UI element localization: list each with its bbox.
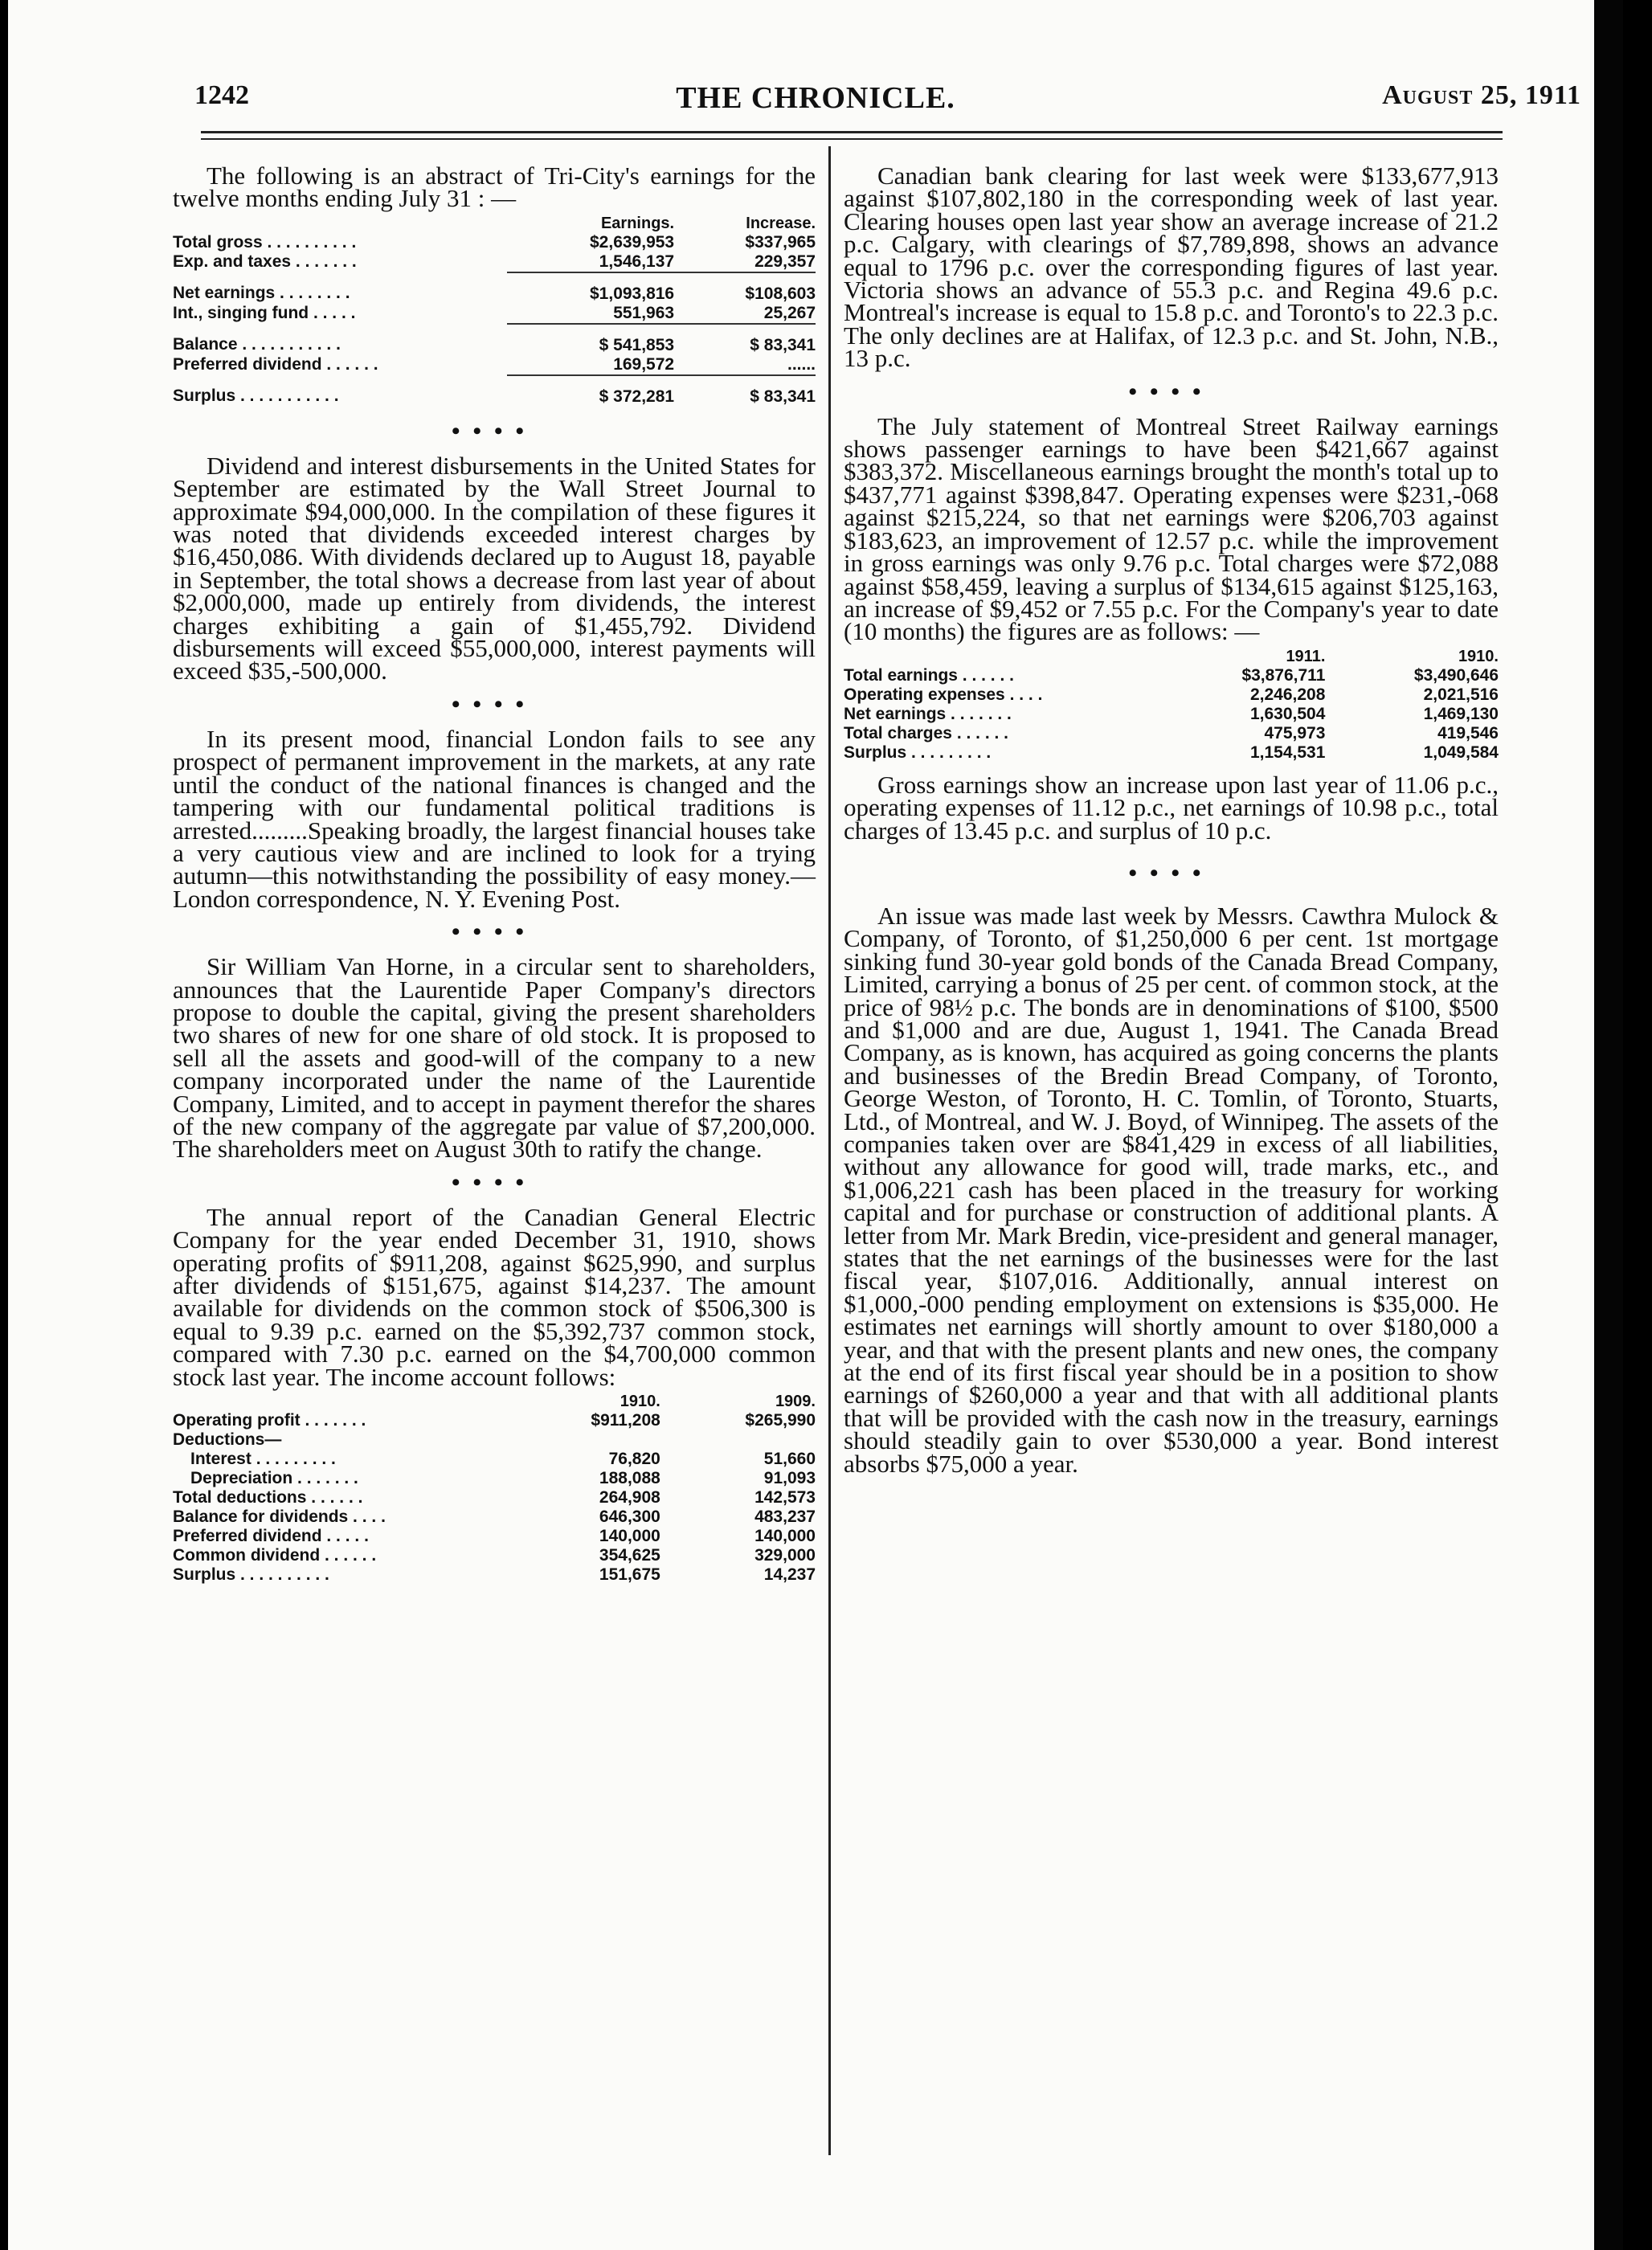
table-row [844, 685, 1499, 705]
cell-value: $2,639,953 [590, 232, 675, 252]
cell-value: 188,088 [599, 1469, 660, 1488]
cell-value: 1,154,531 [1249, 742, 1326, 762]
table-header-row [844, 647, 1499, 666]
canada-bread-paragraph: An issue was made last week by Messrs. Cawthra Mulock & Company, of Toronto, of $1,250,000 6 per cent. 1st mortgage sinking fund 30-year gold bonds of the Canada Bread Company, Limited, carrying a bonus of 25 per cent. of common stock, at the price of 98½ p.c. The bonds are in denominations of $100, $500 and $1,000 and are due, August 1, 1941. The Canada Bread Company, as is known, has acquired as going concerns the plants and businesses of the Bredin Bread Company, of Toronto, George Weston, of Toronto, H. C. Tomlin, of Toronto, Stuarts, Ltd., of Montreal, and W. J. Boyd, of Winnipeg. The assets of the companies taken over are $841,429 in excess of all liabilities, without any allowance for good will, trade marks, etc., and $1,006,221 cash has been placed in the treasury for working capital and for purchase or construction of additional plants. A letter from Mr. Mark Bredin, vice-president and general manager, states that the net earnings of the businesses were for the last fiscal year, $107,016. Additionally, annual interest on $1,000,-000 pending employment on extensions is $35,000. He estimates net earnings will shortly amount to over $180,000 a year, and that with the present plants and new ones, the company at the end of its first fiscal year should be in a position to show earnings of $260,000 a year and that with all additional plants that will be provided with the cash now in the treasury, earnings should steadily gain to over $530,000 a year. Bond interest absorbs $75,000 a year. [844, 901, 1499, 1478]
cell-value: $1,093,816 [590, 284, 675, 303]
gross-earnings-paragraph: Gross earnings show an increase upon last year of 11.06 p.c., operating expenses of 11.12 p.c., net earnings of 10.98 p.c., total charges of 13.45 p.c. and surplus of 10 p.c. [844, 770, 1499, 845]
table-row [844, 743, 1499, 763]
row-label: Total earnings . . . . . . [844, 665, 1014, 685]
table-row [173, 304, 816, 324]
row-label: Exp. and taxes . . . . . . . [173, 252, 357, 272]
dividends-paragraph: Dividend and interest disbursements in the United States for September are estimated by the Wall Street Journal to approximate $94,000,000. In the compilation of these figures it was noted that dividends exceeded interest charges by $16,450,086. With dividends declared up to August 18, payable in September, the total shows a decrease from last year of about $2,000,000, made up entirely from dividends, the interest charges exhibiting a gain of $1,455,792. Dividend disbursements will exceed $55,000,000, interest payments will exceed $35,-500,000. [173, 451, 816, 685]
table-header-row [173, 1392, 816, 1411]
row-label: Balance . . . . . . . . . . . [173, 335, 341, 354]
table-row [173, 1488, 816, 1508]
cell-value [507, 1430, 660, 1450]
row-label: Surplus . . . . . . . . . . [173, 1565, 329, 1585]
table-row [173, 1411, 816, 1430]
table-row [173, 375, 816, 407]
table-row [173, 233, 816, 252]
cell-value: 551,963 [507, 304, 674, 324]
journal-title: THE CHRONICLE. [676, 81, 955, 115]
cell-value: 25,267 [674, 304, 816, 324]
table-row [173, 324, 816, 355]
table-row [173, 252, 816, 272]
row-label: Common dividend . . . . . . [173, 1546, 377, 1565]
cell-value: 483,237 [754, 1508, 816, 1527]
cell-value: 475,973 [1264, 723, 1326, 742]
cell-value: $108,603 [745, 284, 816, 303]
row-label: Net earnings . . . . . . . [844, 704, 1012, 723]
row-label: Deductions— [173, 1430, 282, 1450]
table-row [173, 272, 816, 304]
cell-value: $337,965 [745, 232, 816, 252]
cell-value: 91,093 [763, 1469, 816, 1488]
table-row [173, 1469, 816, 1488]
header-rule-bottom [201, 138, 1503, 140]
section-divider-dots: •••• [1128, 378, 1214, 405]
newspaper-page [8, 0, 1623, 2250]
cell-value: 2,021,516 [1423, 685, 1499, 704]
row-label: Int., singing fund . . . . . [173, 304, 356, 323]
cell-value: 76,820 [608, 1450, 660, 1469]
cell-value: $3,876,711 [1241, 665, 1326, 685]
row-label: Total deductions . . . . . . [173, 1488, 363, 1508]
london-paragraph: In its present mood, financial London fails to see any prospect of permanent improvement in the markets, at any rate until the conduct of the national finances is changed and the tampering with our fundamental political traditions is arrested.........Speaking broadly, the largest financial houses take a very cautious view and are inclined to look for a trying autumn—this notwithstanding the possibility of easy money.—London correspondence, N. Y. Evening Post. [173, 724, 816, 913]
tricity-earnings-table [173, 214, 816, 407]
row-label: Depreciation . . . . . . . [190, 1469, 358, 1488]
table-row [844, 724, 1499, 743]
cell-value: 229,357 [674, 252, 816, 272]
page-edge-shadow [1594, 0, 1623, 2250]
row-label: Surplus . . . . . . . . . [844, 742, 992, 762]
section-divider-dots: •••• [451, 690, 537, 718]
cell-value: 151,675 [599, 1565, 660, 1585]
table-row [173, 1508, 816, 1527]
issue-date: August 25, 1911 [1382, 80, 1581, 110]
row-label: Interest . . . . . . . . . [190, 1450, 336, 1469]
cell-value: 646,300 [599, 1508, 660, 1527]
cell-value: 51,660 [763, 1450, 816, 1469]
cell-value: 354,625 [599, 1546, 660, 1565]
table-header-row [173, 214, 816, 233]
column-header: Earnings. [600, 214, 675, 232]
table-row [844, 666, 1499, 685]
column-header: 1911. [1286, 647, 1326, 665]
row-label: Preferred dividend . . . . . . [173, 355, 378, 374]
section-divider-dots: •••• [451, 1168, 537, 1196]
row-label: Total charges . . . . . . [844, 723, 1008, 742]
cge-income-table [173, 1392, 816, 1585]
column-header: 1909. [775, 1393, 816, 1411]
cell-value: 169,572 [507, 355, 674, 375]
tricity-intro: The following is an abstract of Tri-City's earnings for the twelve months ending July 31 : — [173, 162, 816, 213]
table-row [173, 1430, 816, 1450]
cell-value: 1,630,504 [1249, 704, 1326, 723]
row-label: Preferred dividend . . . . . [173, 1527, 369, 1546]
cell-value: 140,000 [754, 1527, 816, 1546]
clearing-paragraph: Canadian bank clearing for last week were $133,677,913 against $107,802,180 in the corresponding week of last year. Clearing houses open last year show an average increase of 21.2 p.c. Calgary, with clearings of $7,789,898, shows an advance equal to 1796 p.c. over the corresponding figures of last year. Victoria shows an advance of 55.3 p.c. and Regina 49.6 p.c. Montreal's increase is equal to 15.8 p.c. and Toronto's to 22.3 p.c. The only declines are at Halifax, of 12.3 p.c. and St. John, N.B., 13 p.c. [844, 162, 1499, 373]
right-column [844, 162, 1499, 1478]
cell-value: 419,546 [1437, 723, 1499, 742]
cell-value: $ 83,341 [750, 335, 816, 354]
table-row [844, 705, 1499, 724]
row-label: Operating expenses . . . . [844, 685, 1043, 704]
table-row [173, 1546, 816, 1565]
cell-value: $ 541,853 [599, 335, 675, 354]
railway-paragraph: The July statement of Montreal Street Railway earnings shows passenger earnings to have been $421,667 against $383,372. Miscellaneous earnings brought the month's total up to $437,771 against $398,847. Operating expenses were $231,-068 against $215,224, so that net earnings were $206,703 against $183,623, an improvement of 12.57 p.c. while the improvement in gross earnings was only 9.76 p.c. Total charges were $72,088 against $58,459, leaving a surplus of $134,615 against $125,163, an increase of $9,452 or 7.55 p.c. For the Company's year to date (10 months) the figures are as follows: — [844, 411, 1499, 646]
cell-value: $ 372,281 [599, 387, 675, 406]
cell-value: 1,546,137 [507, 252, 674, 272]
column-header: 1910. [620, 1393, 660, 1411]
header-rule-top [201, 131, 1503, 133]
column-header: 1910. [1458, 647, 1499, 665]
row-label: Balance for dividends . . . . [173, 1508, 386, 1527]
vanhorne-paragraph: Sir William Van Horne, in a circular sent to shareholders, announces that the Laurentide Paper Company's directors propose to double the capital, giving the present shareholders two shares of new for one share of old stock. It is proposed to sell all the assets and good-will of the company to a new company incorporated under the name of the Laurentide Company, Limited, and to accept in payment therefor the shares of the new company of the aggregate par value of $7,200,000. The shareholders meet on August 30th to ratify the change. [173, 952, 816, 1164]
column-divider [828, 146, 831, 2155]
cell-value: 264,908 [599, 1488, 660, 1508]
row-label: Total gross . . . . . . . . . . [173, 232, 357, 252]
column-header: Increase. [746, 214, 816, 232]
railway-earnings-table [844, 647, 1499, 763]
row-label: Net earnings . . . . . . . . [173, 284, 350, 303]
cell-value: ...... [674, 355, 816, 375]
section-divider-dots: •••• [1128, 859, 1214, 886]
cell-value: 1,049,584 [1423, 742, 1499, 762]
cell-value: $ 83,341 [750, 387, 816, 406]
table-row [173, 1527, 816, 1546]
cell-value [660, 1430, 816, 1450]
cge-paragraph: The annual report of the Canadian General Electric Company for the year ended December 31, 1910, shows operating profits of $911,208, against $625,990, and surplus after dividends of $151,675, against $14,237. The amount available for dividends on the common stock of $506,300 is equal to 9.39 p.c. earned on the $5,392,737 common stock, compared with 7.30 p.c. earned on the $4,700,000 common stock last year. The income account follows: [173, 1202, 816, 1391]
table-row [173, 1565, 816, 1585]
cell-value: 1,469,130 [1423, 704, 1499, 723]
cell-value: 329,000 [754, 1546, 816, 1565]
row-label: Surplus . . . . . . . . . . . [173, 387, 339, 406]
table-row [173, 355, 816, 375]
cell-value: 2,246,208 [1249, 685, 1326, 704]
cell-value: 14,237 [763, 1565, 816, 1585]
cell-value: 140,000 [599, 1527, 660, 1546]
left-column [173, 162, 816, 1596]
cell-value: 142,573 [754, 1488, 816, 1508]
section-divider-dots: •••• [451, 417, 537, 444]
page-number: 1242 [194, 80, 249, 110]
table-row [173, 1450, 816, 1469]
cell-value: $265,990 [745, 1411, 816, 1430]
section-divider-dots: •••• [451, 918, 537, 946]
row-label: Operating profit . . . . . . . [173, 1411, 366, 1430]
cell-value: $911,208 [591, 1411, 660, 1430]
cell-value: $3,490,646 [1413, 665, 1499, 685]
